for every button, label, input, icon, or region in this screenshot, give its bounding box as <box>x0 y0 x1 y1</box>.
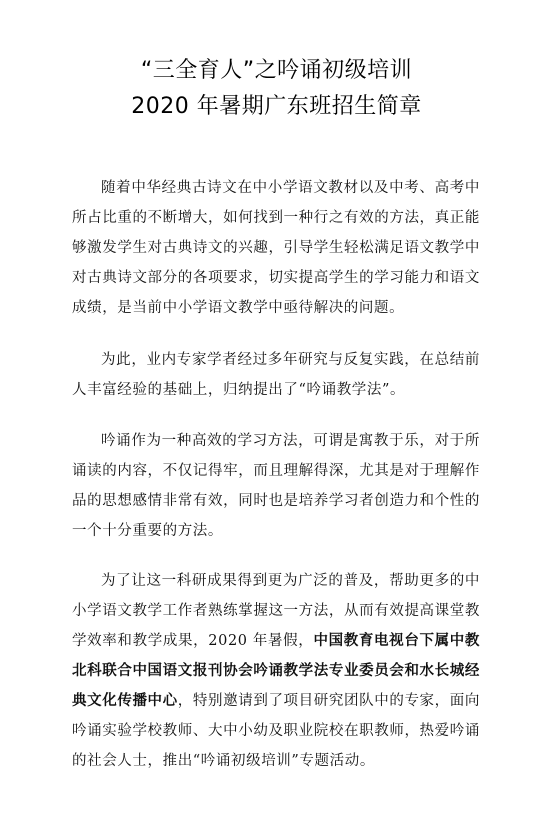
announcement-text-end: ，特别邀请到了项目研究团队中的专家，面向吟诵实验学校教师、大中小幼及职业院校在职教师，热爱吟诵的社会人士，推出“吟诵初级培训”专题活动。 <box>72 693 480 769</box>
document-title-line-1: “三全育人”之吟诵初级培训 <box>140 58 413 83</box>
paragraph-benefits: 吟诵作为一种高效的学习方法，可谓是寓教于乐，对于所诵读的内容，不仅记得牢，而且理解得深，尤其是对于理解作品的思想感情非常有效，同时也是培养学习者创造力和个性的一个十分重要的方法。 <box>72 433 480 539</box>
paragraph-method: 为此，业内专家学者经过多年研究与反复实践，在总结前人丰富经验的基础上，归纳提出了“吟诵教学法”。 <box>72 352 480 398</box>
document-title-line-2: 2020 年暑期广东班招生简章 <box>131 94 422 119</box>
paragraph-announcement <box>72 566 480 776</box>
announcement-text-start: 为了让这一科研成果得到更为广泛的普及，帮助更多的中小学语文教学工作者熟练掌握这一方法，从而有效提高课堂教学效率和教学成果，2020 年暑假， <box>72 573 480 649</box>
paragraph-intro: 随着中华经典古诗文在中小学语文教材以及中考、高考中所占比重的不断增大，如何找到一种行之有效的方法，真正能够激发学生对古典诗文的兴趣，引导学生轻松满足语文教学中对古典诗文部分的各项要求，切实提高学生的学习能力和语文成绩，是当前中小学语文教学中亟待解决的问题。 <box>72 180 480 316</box>
organizers-bold-text: 中国教育电视台下属中教北科联合中国语文报刊协会吟诵教学法专业委员会和水长城经典文化传播中心 <box>72 633 481 709</box>
